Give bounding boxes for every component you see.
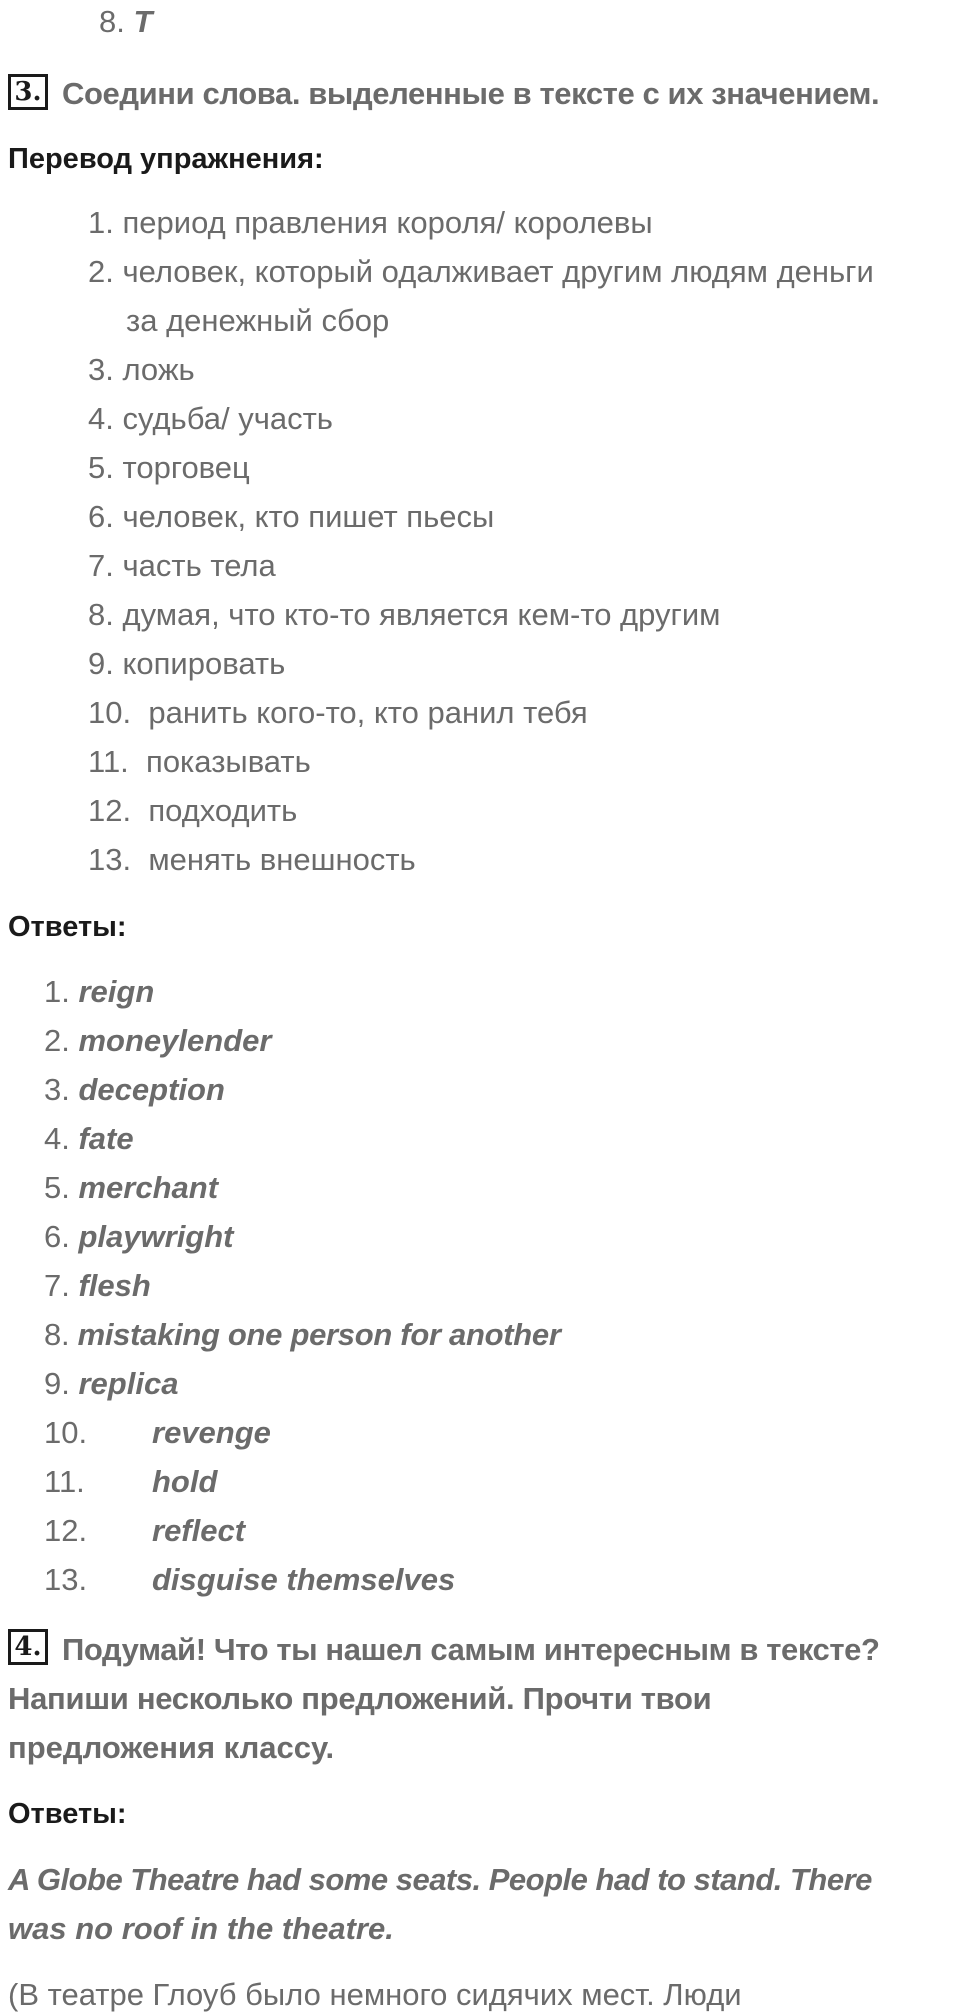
- prev-item-number: 8.: [99, 4, 125, 39]
- answer-item-number: 13.: [44, 1562, 88, 1597]
- answer-item-number: 10.: [44, 1415, 88, 1450]
- answer-item: 8. mistaking one person for another: [44, 1317, 561, 1352]
- exercise-3-title: Соедини слова. выделенные в тексте с их значением.: [62, 76, 880, 111]
- exercise-4-number-box: 4.: [8, 1629, 48, 1665]
- exercise-4-translation-line-1: (В театре Глоуб было немного сидячих мест. Люди: [8, 1977, 742, 2012]
- answer-item-text: disguise themselves: [152, 1562, 456, 1597]
- list-item: 11. показывать: [88, 744, 311, 779]
- answer-item: 1. reign: [44, 974, 155, 1009]
- answer-item-number: 11.: [44, 1464, 85, 1499]
- exercise-4-answer-line-2: was no roof in the theatre.: [8, 1911, 394, 1946]
- exercise-4-title-line-1: Подумай! Что ты нашел самым интересным в тексте?: [62, 1632, 880, 1667]
- answer-item-text: reflect: [152, 1513, 246, 1548]
- prev-list-item: [99, 6, 152, 37]
- list-item: 1. период правления короля/ королевы: [88, 205, 653, 240]
- list-item: 4. судьба/ участь: [88, 401, 333, 436]
- exercise-4-answers-heading: Ответы:: [8, 1798, 127, 1830]
- translation-heading: Перевод упражнения:: [8, 143, 324, 175]
- answer-item-number: 12.: [44, 1513, 88, 1548]
- list-item: 5. торговец: [88, 450, 250, 485]
- answer-item: 4. fate: [44, 1121, 134, 1156]
- answer-item: 5. merchant: [44, 1170, 219, 1205]
- list-item: 3. ложь: [88, 352, 195, 387]
- list-item: 9. копировать: [88, 646, 286, 681]
- list-item: 10. ранить кого-то, кто ранил тебя: [88, 695, 588, 730]
- prev-item-value: T: [133, 4, 153, 39]
- answer-item: 7. flesh: [44, 1268, 151, 1303]
- answer-item: 3. deception: [44, 1072, 225, 1107]
- exercise-3-number-box: 3.: [8, 74, 48, 110]
- list-item: 13. менять внешность: [88, 842, 416, 877]
- answer-item-text: revenge: [152, 1415, 271, 1450]
- list-item: 8. думая, что кто-то является кем-то другим: [88, 597, 721, 632]
- list-item: 6. человек, кто пишет пьесы: [88, 499, 495, 534]
- answer-item-text: hold: [152, 1464, 218, 1499]
- answer-item: 6. playwright: [44, 1219, 234, 1254]
- exercise-4-title-line-3: предложения классу.: [8, 1730, 335, 1765]
- list-item: 2. человек, который одалживает другим людям деньги: [88, 254, 874, 289]
- answer-item: 2. moneylender: [44, 1023, 272, 1058]
- list-item-continuation: за денежный сбор: [126, 303, 390, 338]
- list-item: 12. подходить: [88, 793, 298, 828]
- answers-heading: Ответы:: [8, 911, 127, 943]
- list-item: 7. часть тела: [88, 548, 276, 583]
- exercise-4-title-line-2: Напиши несколько предложений. Прочти твои: [8, 1681, 712, 1716]
- answer-item: 9. replica: [44, 1366, 179, 1401]
- exercise-4-answer-line-1: A Globe Theatre had some seats. People had to stand. There: [8, 1862, 872, 1897]
